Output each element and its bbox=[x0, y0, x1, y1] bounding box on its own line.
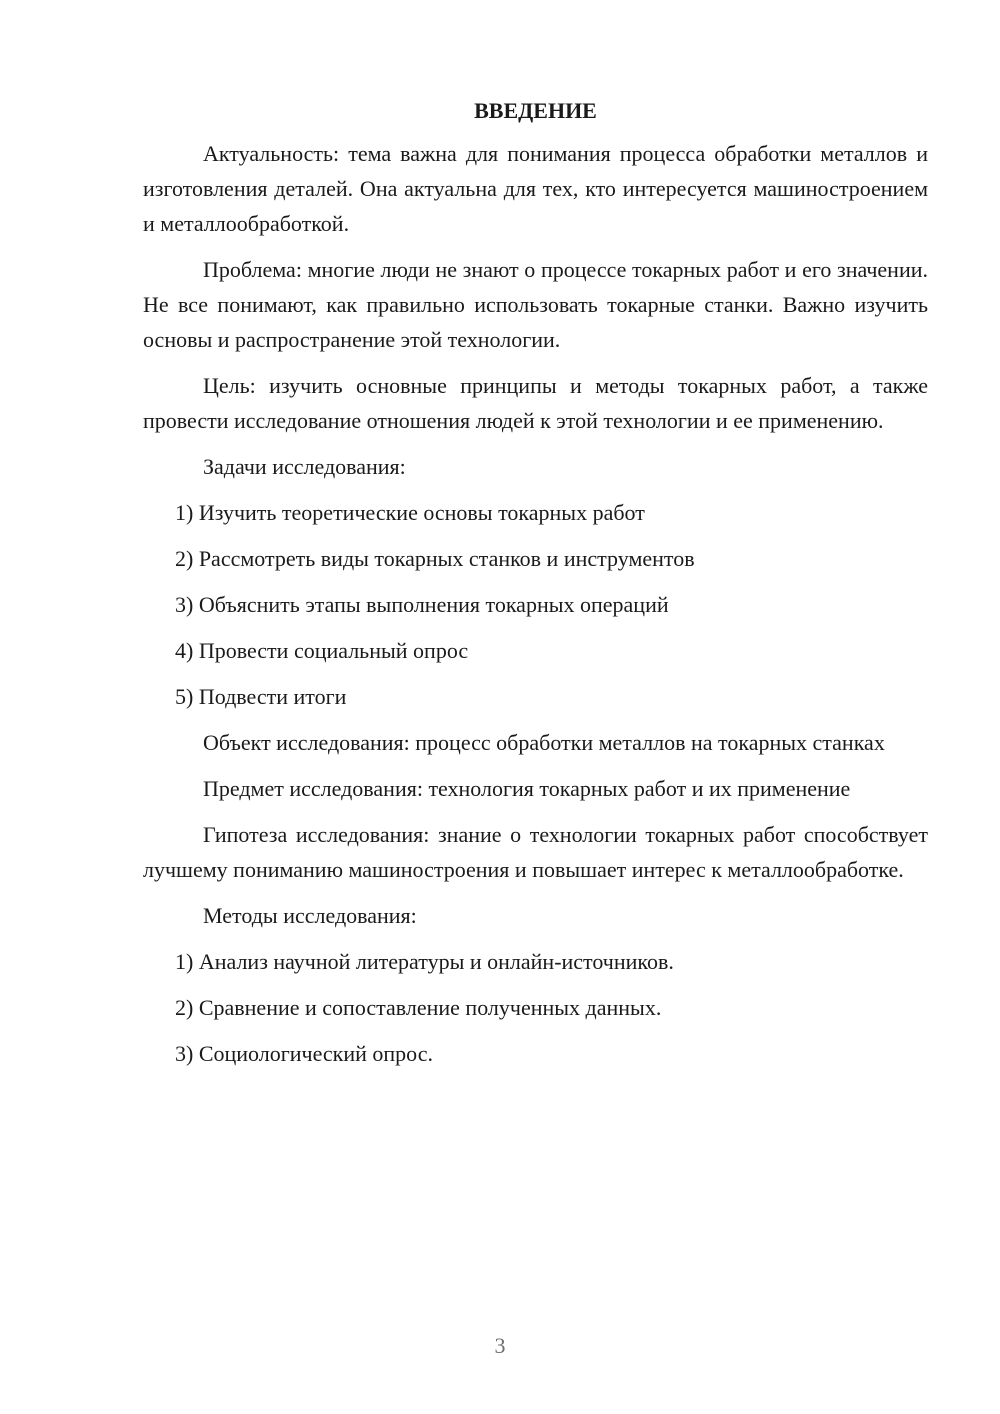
hypothesis-paragraph: Гипотеза исследования: знание о технологии токарных работ способствует лучшему пониманию машиностроения и повышает интерес к металлообработке. bbox=[143, 822, 928, 882]
page-title: ВВЕДЕНИЕ bbox=[474, 98, 597, 123]
subject-paragraph: Предмет исследования: технология токарных работ и их применение bbox=[203, 776, 851, 801]
object-paragraph: Объект исследования: процесс обработки металлов на токарных станках bbox=[203, 730, 885, 755]
list-item: 1) Изучить теоретические основы токарных работ bbox=[175, 500, 645, 525]
tasks-heading: Задачи исследования: bbox=[203, 454, 406, 479]
list-item: 5) Подвести итоги bbox=[175, 684, 347, 709]
tasks-list bbox=[143, 495, 928, 714]
goal-paragraph: Цель: изучить основные принципы и методы токарных работ, а также провести исследование отношения людей к этой технологии и ее применению. bbox=[143, 373, 928, 433]
relevance-paragraph: Актуальность: тема важна для понимания процесса обработки металлов и изготовления деталей. Она актуальна для тех, кто интересуется машиностроением и металлообработкой. bbox=[143, 141, 928, 236]
list-item: 3) Социологический опрос. bbox=[175, 1041, 433, 1066]
page-number: 3 bbox=[494, 1333, 506, 1358]
methods-heading: Методы исследования: bbox=[203, 903, 417, 928]
methods-list bbox=[143, 944, 928, 1071]
list-item: 2) Сравнение и сопоставление полученных данных. bbox=[175, 995, 662, 1020]
list-item: 2) Рассмотреть виды токарных станков и инструментов bbox=[175, 546, 695, 571]
problem-paragraph: Проблема: многие люди не знают о процессе токарных работ и его значении. Не все понимают, как правильно использовать токарные станки. Важно изучить основы и распространение этой технологии. bbox=[143, 257, 928, 352]
list-item: 3) Объяснить этапы выполнения токарных операций bbox=[175, 592, 669, 617]
list-item: 4) Провести социальный опрос bbox=[175, 638, 469, 663]
document-page bbox=[143, 96, 928, 1082]
list-item: 1) Анализ научной литературы и онлайн-источников. bbox=[175, 949, 674, 974]
